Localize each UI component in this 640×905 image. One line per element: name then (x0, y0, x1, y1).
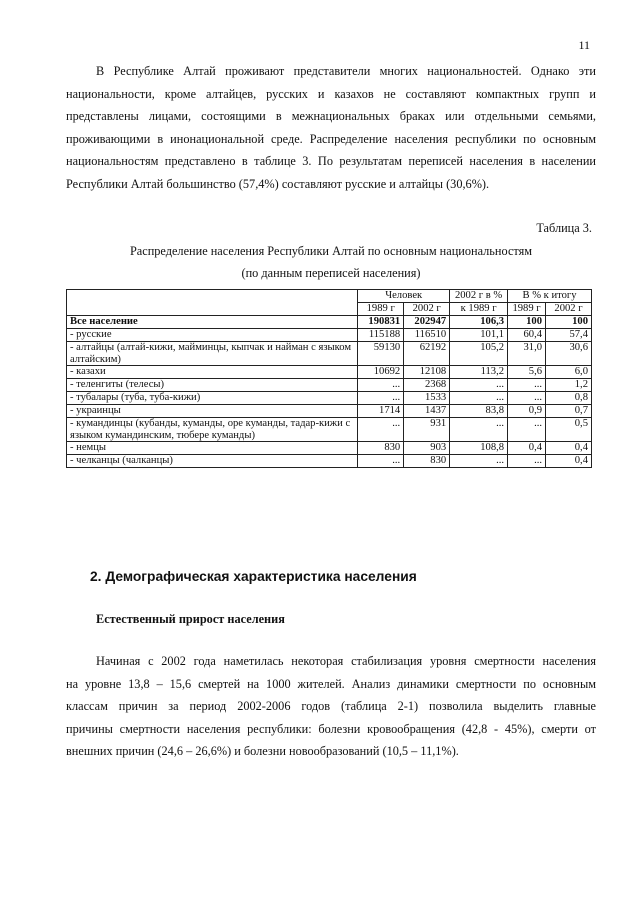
count-1989: ... (358, 418, 404, 442)
count-2002: 2368 (404, 379, 450, 392)
text-line: представлены лицами, состоящими в межнациональных браках или отдельными семьями, (66, 109, 596, 124)
ratio-cell: ... (450, 379, 508, 392)
pct-1989: 100 (508, 316, 546, 329)
count-2002: 1533 (404, 392, 450, 405)
intro-paragraph (66, 60, 596, 196)
count-2002: 931 (404, 418, 450, 442)
pct-1989: 0,4 (508, 442, 546, 455)
ratio-cell: ... (450, 455, 508, 468)
pct-1989: 31,0 (508, 342, 546, 366)
section-heading: 2. Демографическая характеристика населения (90, 569, 417, 584)
count-1989: 1714 (358, 405, 404, 418)
table-row (67, 366, 592, 379)
row-name: - немцы (67, 442, 358, 455)
count-1989: 115188 (358, 329, 404, 342)
count-2002: 1437 (404, 405, 450, 418)
pct-2002: 0,7 (546, 405, 592, 418)
count-1989: ... (358, 379, 404, 392)
table-title: Распределение населения Республики Алтай по основным национальностям (129, 244, 533, 258)
count-2002: 202947 (404, 316, 450, 329)
count-1989: 830 (358, 442, 404, 455)
pct-2002: 57,4 (546, 329, 592, 342)
pct-1989: 0,9 (508, 405, 546, 418)
text-line: на уровне 13,8 – 15,6 смертей на 1000 жителей. Анализ динамики смертности по основным (66, 676, 596, 691)
ratio-cell: 108,8 (450, 442, 508, 455)
row-name: - тубалары (туба, туба-кижи) (67, 392, 358, 405)
pct-2002: 0,8 (546, 392, 592, 405)
count-2002: 116510 (404, 329, 450, 342)
ratio-cell: 83,8 (450, 405, 508, 418)
count-2002: 903 (404, 442, 450, 455)
row-name: - алтайцы (алтай-кижи, майминцы, кыпчак и найман с языком алтайским) (67, 342, 358, 366)
subsection-heading: Естественный прирост населения (96, 612, 285, 626)
pct-2002: 6,0 (546, 366, 592, 379)
table-row (67, 442, 592, 455)
row-name: - челканцы (чалканцы) (67, 455, 358, 468)
table-row (67, 342, 592, 366)
pct-1989: ... (508, 455, 546, 468)
pct-2002: 1,2 (546, 379, 592, 392)
count-1989: 59130 (358, 342, 404, 366)
pct-1989: ... (508, 379, 546, 392)
text-line: Начиная с 2002 года наметилась некоторая стабилизация уровня смертности населения (96, 654, 596, 668)
header-1989: 1989 г (358, 303, 404, 316)
header-pct-1989: 1989 г (508, 303, 546, 316)
text-line: классам причин за период 2002-2006 годов (таблица 2-1) позволила выделить главные (66, 699, 596, 714)
count-1989: 10692 (358, 366, 404, 379)
table-row (67, 418, 592, 442)
row-name: - русские (67, 329, 358, 342)
header-2002: 2002 г (404, 303, 450, 316)
ratio-cell: 105,2 (450, 342, 508, 366)
table-caption: Таблица 3. (536, 221, 592, 235)
table-row (67, 455, 592, 468)
table-row (67, 392, 592, 405)
ratio-cell: 101,1 (450, 329, 508, 342)
body-paragraph (66, 650, 596, 763)
count-1989: ... (358, 392, 404, 405)
table-subtitle: (по данным переписей населения) (241, 266, 421, 280)
pct-2002: 0,4 (546, 455, 592, 468)
header-people: Человек (358, 290, 450, 303)
pct-2002: 0,5 (546, 418, 592, 442)
header-ratio-bottom: к 1989 г (450, 303, 508, 316)
pct-1989: 5,6 (508, 366, 546, 379)
pct-1989: 60,4 (508, 329, 546, 342)
count-2002: 12108 (404, 366, 450, 379)
pct-2002: 0,4 (546, 442, 592, 455)
row-name: Все население (67, 316, 358, 329)
pct-1989: ... (508, 418, 546, 442)
header-pct-total: В % к итогу (508, 290, 592, 303)
count-1989: 190831 (358, 316, 404, 329)
ratio-cell: 113,2 (450, 366, 508, 379)
row-name: - казахи (67, 366, 358, 379)
row-name: - кумандинцы (кубанды, куманды, оре куманды, тадар-кижи с языком кумандинским, тюбере куманды) (67, 418, 358, 442)
table-row (67, 405, 592, 418)
pct-2002: 100 (546, 316, 592, 329)
table-header-row (67, 290, 592, 303)
text-line: национальностям представлено в таблице 3. По результатам переписей населения в населении (66, 154, 596, 169)
text-line: внешних причин (24,6 – 26,6%) и болезни новообразований (10,5 – 11,1%). (66, 744, 459, 759)
pct-2002: 30,6 (546, 342, 592, 366)
text-line: В Республике Алтай проживают представители многих национальностей. Однако эти (96, 64, 596, 78)
ratio-cell: ... (450, 418, 508, 442)
ratio-cell: 106,3 (450, 316, 508, 329)
pct-1989: ... (508, 392, 546, 405)
row-name: - теленгиты (телесы) (67, 379, 358, 392)
table-row (67, 379, 592, 392)
text-line: проживающими в инонациональной среде. Распределение населения республики по основным (66, 131, 596, 146)
page-number: 11 (578, 38, 590, 52)
count-2002: 62192 (404, 342, 450, 366)
table-row (67, 316, 592, 329)
ratio-cell: ... (450, 392, 508, 405)
count-2002: 830 (404, 455, 450, 468)
text-line: национальности, кроме алтайцев, русских и казахов не составляют компактных групп и (66, 86, 596, 101)
header-blank-cell (67, 290, 358, 316)
row-name: - украинцы (67, 405, 358, 418)
text-line: причины смертности населения республики: болезни кровообращения (42,8 - 45%), смерти от (66, 721, 596, 736)
count-1989: ... (358, 455, 404, 468)
header-ratio-top: 2002 г в % (450, 290, 508, 303)
text-line: Республики Алтай большинство (57,4%) составляют русские и алтайцы (30,6%). (66, 176, 490, 191)
table-row (67, 329, 592, 342)
population-table (66, 289, 592, 468)
header-pct-2002: 2002 г (546, 303, 592, 316)
